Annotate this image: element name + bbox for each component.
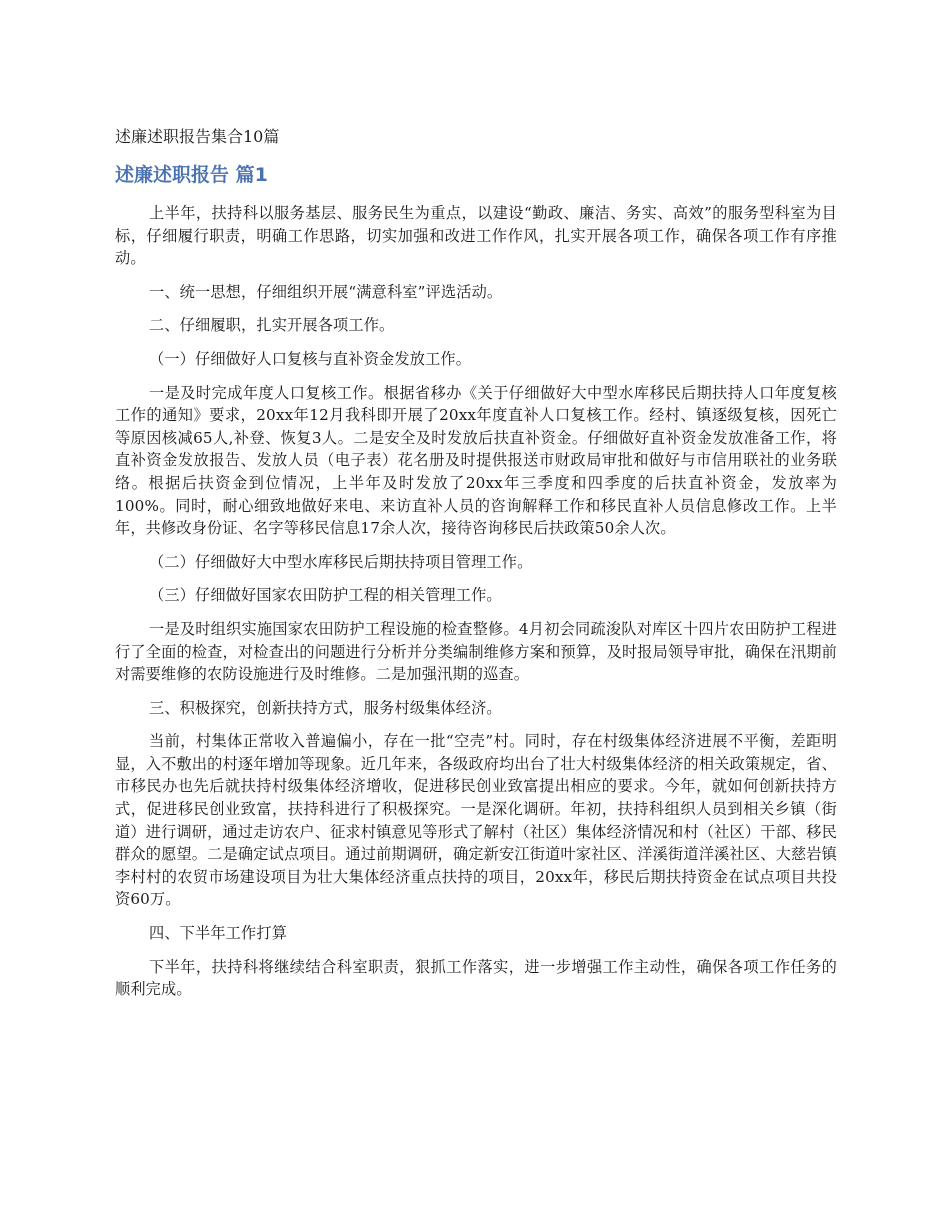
paragraph-point-4-body: 下半年，扶持科将继续结合科室职责，狠抓工作落实，进一步增强工作主动性，确保各项工作任务的顺利完成。 (115, 957, 837, 999)
section-heading: 述廉述职报告 篇1 (115, 164, 268, 186)
paragraph-point-3-body: 当前，村集体正常收入普遍偏小，存在一批“空壳”村。同时，存在村级集体经济进展不平衡，差距明显，入不敷出的村逐年增加等现象。近几年来，各级政府均出台了壮大村级集体经济的相关政策规定，省、市移民办也先后就扶持村级集体经济增收，促进移民创业致富提出相应的要求。今年，就如何创新扶持方式，促进移民创业致富，扶持科进行了积极探究。一是深化调研。年初，扶持科组织人员到相关乡镇（街道）进行调研，通过走访农户、征求村镇意见等形式了解村（社区）集体经济情况和村（社区）干部、移民群众的愿望。二是确定试点项目。通过前期调研，确定新安江街道叶家社区、洋溪街道洋溪社区、大慈岩镇李村村的农贸市场建设项目为壮大集体经济重点扶持的项目，20xx年，移民后期扶持资金在试点项目共投资60万。 (115, 732, 837, 909)
paragraph-point-3: 三、积极探究，创新扶持方式，服务村级集体经济。 (149, 698, 502, 717)
paragraph-point-1: 一、统一思想，仔细组织开展“满意科室”评选活动。 (149, 282, 503, 301)
paragraph-subpoint-1-body: 一是及时完成年度人口复核工作。根据省移办《关于仔细做好大中型水库移民后期扶持人口年度复核工作的通知》要求，20xx年12月我科即开展了20xx年度直补人口复核工作。经村、镇逐级复核，因死亡等原因核减65人,补登、恢复3人。二是安全及时发放后扶直补资金。仔细做好直补资金发放准备工作，将直补资金发放报告、发放人员（电子表）花名册及时提供报送市财政局审批和做好与市信用联社的业务联络。根据后扶资金到位情况，上半年及时发放了20xx年三季度和四季度的后扶直补资金，发放率为100%。同时，耐心细致地做好来电、来访直补人员的咨询解释工作和移民直补人员信息修改工作。上半年，共修改身份证、名字等移民信息17余人次，接待咨询移民后扶政策50余人次。 (115, 383, 837, 538)
paragraph-point-4: 四、下半年工作打算 (149, 924, 288, 943)
paragraph-subpoint-3: （三）仔细做好国家农田防护工程的相关管理工作。 (149, 586, 502, 605)
paragraph-subpoint-3-body: 一是及时组织实施国家农田防护工程设施的检查整修。4月初会同疏浚队对库区十四片农田防护工程进行了全面的检查，对检查出的问题进行分析并分类编制维修方案和预算，及时报局领导审批，确保在汛期前对需要维修的农防设施进行及时维修。二是加强汛期的巡查。 (115, 619, 837, 684)
document-page (115, 126, 837, 1012)
paragraph-subpoint-1: （一）仔细做好人口复核与直补资金发放工作。 (149, 349, 472, 368)
document-title: 述廉述职报告集合10篇 (115, 127, 280, 146)
paragraph-subpoint-2: （二）仔细做好大中型水库移民后期扶持项目管理工作。 (149, 552, 533, 571)
paragraph-point-2: 二、仔细履职，扎实开展各项工作。 (149, 316, 395, 335)
paragraph-intro: 上半年，扶持科以服务基层、服务民生为重点，以建设“勤政、廉洁、务实、高效”的服务型科室为目标，仔细履行职责，明确工作思路，切实加强和改进工作作风，扎实开展各项工作，确保各项工作有序推动。 (115, 204, 837, 268)
